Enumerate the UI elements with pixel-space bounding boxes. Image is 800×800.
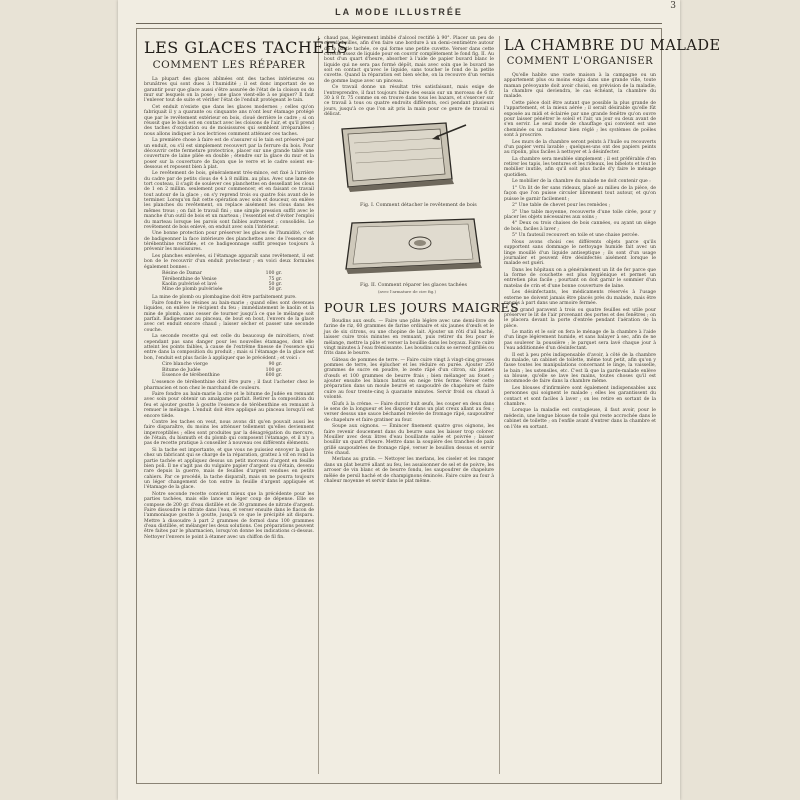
mirror-backing-illustration <box>324 121 494 199</box>
recipe-list-1 <box>162 271 314 292</box>
paragraph: La seconde recette qui est celle du beaucoup de miroitiers, n'est cependant pas sans danger pour les nouvelles étamages, dont elle atteint les points faibles, à cause de l'extrême finesse de l'essence qui entre dans la composition du produit ; mais si l'étamage de la glace est bon, l'enduit est plus facile à appliquer que le précédent ; et voici : <box>144 334 314 361</box>
recipe-item: Kaolin pulvérisé et lavé 50 gr. <box>162 281 282 287</box>
paragraph: Les désinfectants, les médicaments réservés à l'usage externe ne doivent jamais être placés près du malade, mais être rangés à part dans une armoire fermée. <box>504 290 656 306</box>
paragraph: Le revêtement de bois, généralement très-mince, est fixé à l'arrière du cadre par de petits clous de 4 à 8 millim. au plus. Avec une lame de tort couteau, il s'agit de soulever ces planchettes en dessellant les clous de 1 en 2 millim. seulement pour commencer, et en faisant ce travail tout autour de la glace ; on s'y reprend trois ou quatre fois avant de le terminer. Lorsqu'on fait cette opération avec soin et douceur, on enlève les planches du revêtement, on replace aisément les clous dans les mêmes trous ; on fait le travail fini ; une simple pression suffit avec le manche d'un outil de bois et un marteau ; l'essentiel est d'éviter l'emploi du marteau lorsque les parois sont faibles autrement ; consolidés. Le revêtement de bois enlevé, on enduit avec soin l'intérieur. <box>144 171 314 230</box>
page-number: 3 <box>670 1 676 11</box>
article-title-chambre: LA CHAMBRE DU MALADE <box>504 38 721 54</box>
paragraph: Faire fondre les résines au bain-marie ; quand elles sont devenues liquides, on enlève le récipient du feu ; immédiatement le kaolin et la mine de plomb, sans cesser de tourner jusqu'à ce que le mélange soit parfait. Badigeonner au pinceau, de bout en bout, l'envers de la glace avec cet enduit encore chaud ; laisser sécher et passer une seconde couche. <box>144 301 314 333</box>
paragraph: Cet enduit n'existe que dans les glaces modernes ; celles qu'on fabriquait il y a quarante ou cinquante ans n'ont leur étamage protégé que par le revêtement extérieur en bois, cloué derrière le cadre ; si on réussit que le bois est en contact avec les cloisons de l'air, et qu'il prend des taches d'oxydation ou de moisissures qui semblent irréparables ; nous allons indiquer à nos lectrices comment atténuer ces taches. <box>144 104 314 137</box>
article-subtitle-chambre: COMMENT L'ORGANISER <box>506 56 654 67</box>
paragraph: 5° Un fauteuil recouvert en toile et une chaise percée. <box>512 233 639 239</box>
recipe-item: Mine de plomb pulvérisée 50 gr. <box>162 287 282 293</box>
article-subtitle-glaces: COMMENT LES RÉPARER <box>152 59 306 71</box>
paragraph: Cette pièce doit être autant que possible la plus grande de l'appartement, et la mieux aérée ; il serait désirable qu'elle fût exposée au midi et éclairée par une grande fenêtre qu'on ouvre pour laisser pénétrer le soleil et l'air, un jour ou deux avant de s'en servir. Le seul mode de chauffage qui convient est une cheminée ou un radiateur bien réglé ; les systèmes de poêles sont à proscrire. <box>504 100 656 138</box>
paragraph: Boudins aux œufs. — Faire une pâte légère avec une demi-livre de farine de riz, 60 grammes de farine ordinaire et six jaunes d'œufs et le jus de six citrons, ou une chopine de lait. Ajouter un rôti d'ail haché, laisser cuire trois minutes en remuant, puis retirer du feu pour le mélange, mettre la pâte et verser la bouillie dans les boyaux. Faire cuire vingt minutes à l'eau frémissante. Les boudins cuits se servent grillés ou frits dans le beurre. <box>324 319 494 357</box>
paragraph: La plupart des glaces abîmées ont des taches intérieures ou brunâtres qui sont dues à l'humidité ; il est donc important de se garantir pour que glace aussi s'être assurée de l'état de la cloison ou du mur sur lesquels on la pose ; une glace vient-elle à se piquer? Il faut l'enlever tout de suite et vérifier l'état de l'enduit protégeant le tain. <box>144 77 314 104</box>
paragraph: La première chose à faire est de s'assurer si le tain est préservé par un enduit, ou s'il est simplement recouvert par la ferrure du bois. Pour découvrir cette fermeture protectrice, placer sur une grande table une couverture de laine pliée en double ; étendre sur la glace du mur et la poser sur la couverture de façon que le verre et le cadre soient en-dessous et reposent bien à plat. <box>144 138 314 170</box>
paragraph: La chambre sera meublée simplement ; il est préférable d'en retirer les tapis, les tentures et les rideaux, les bibelots et tout le mobilier inutile, afin qu'il soit plus facile d'y faire le ménage quotidien. <box>504 156 656 178</box>
paragraph: 4° Deux ou trois chaises de bois cannées, ou ayant un siège de bois, faciles à laver ; <box>504 221 656 232</box>
paragraph: Le mobilier de la chambre du malade ne doit contenir que : <box>512 179 651 185</box>
paragraph: Contre les taches on veut, nous avons dit qu'en pouvait aussi les faire disparaître, du moins les atténuer tellement qu'elles deviennent imperceptibles ; elles sont produites par la désagrégation du mercure, de l'étain, du bismuth et du plomb qui composent l'étamage, et il n'y a pas de recette pratique à conseiller à nouveau ces différents éléments. <box>144 420 314 447</box>
figure-1 <box>324 121 494 209</box>
recipe-list-2 <box>162 362 314 378</box>
paragraph: 3° Une table moyenne, recouverte d'une toile cirée, pour y placer les objets nécessaires aux soins ; <box>504 209 656 220</box>
paragraph: Le grand paravent à trois ou quatre feuilles est utile pour préserver le lit de l'air provenant des portes et des fenêtres ; on le placera devant la porte d'entrée pendant l'aération de la pièce. <box>504 307 656 329</box>
recipe-item: Cire blanche vierge 90 gr. <box>162 362 282 368</box>
recipe-item: Essence de térébenthine 600 gr. <box>162 372 282 378</box>
paragraph: Nous avons choisi ces différents objets parce qu'ils supportent sans dommage le nettoyage humide fait avec un linge mouillé d'un liquide antiseptique ; ils sont d'un usage journalier et peuvent être désinfectés aisément lorsque le malade est guéri. <box>504 239 656 267</box>
newspaper-page <box>118 0 721 800</box>
paragraph: Les planches enlevées, si l'étamage apparaît sans revêtement, il est bon de le recouvrir d'un enduit protecteur ; en voici deux formules également bonnes : <box>144 253 314 270</box>
recipe-item: Bitume de Judée 100 gr. <box>162 367 282 373</box>
paragraph: Le matin et le soir on fera le ménage de la chambre à l'aide d'un linge légèrement humide, et sans balayer à sec, afin de ne pas soulever la poussière ; le parquet sera lavé chaque jour à l'eau additionnée d'un désinfectant. <box>504 330 656 352</box>
column-divider-1 <box>318 36 319 774</box>
paragraph: Merlans au gratin. — Nettoyer les merlans, les ciseler et les ranger dans un plat beurré allant au feu, les assaisonner de sel et de poivre, les arroser de vin blanc et de beurre fondu, les saupoudrer de chapelure mêlée de persil haché et de champignons émincés. Faire cuire au four à chaleur moyenne et servir dans le plat même. <box>324 457 494 484</box>
figure-2-caption: Fig. II. Comment réparer les glaces tachées <box>360 282 467 288</box>
paragraph: Faire fondre au bain-marie la cire et le bitume de Judée en remuant avec soin pour obtenir un amalgame parfait. Retirer la composition du feu et ajouter goutte à goutte l'essence de térébenthine en remuant à remuer le mélange. L'enduit doit être appliqué au pinceau lorsqu'il est encore tiède. <box>144 392 314 419</box>
paragraph: Dans les hôpitaux on a généralement un lit de fer parce que la forme de couchette est plus hygiénique et permet un entretien plus facile ; pourtant on doit garnir le sommier d'un matelas de crin et d'une bonne couverture de laine. <box>504 267 656 289</box>
paragraph: Les blouses d'infirmière sont également indispensables aux personnes qui soignent le malade ; elles les garantissent du contact et sont faciles à laver ; on les retire en sortant de la chambre. <box>504 385 656 407</box>
paragraph: Il est à peu près indispensable d'avoir, à côté de la chambre du malade, un cabinet de toilette, même tout petit, afin qu'on y fasse toutes les manipulations concernant le linge, la vaisselle, le bain ; les ustensiles, etc. C'est là que la garde-malade enlève sa blouse, qu'elle se lave les mains, toutes choses qu'il est incommode de faire dans la chambre même. <box>504 352 656 385</box>
paragraph: chaud pas, légèrement imbibé d'alcool rectifié à 90°. Placer un peu de cire d'abeilles, afin d'en faire une bordure à un demi-centimètre autour de la partie tachée, ce qui forme une petite cuvette. Verser dans cette cuvette assez de liquide pour en couvrir complètement le fond fig. II. Au bout d'un quart d'heure, absorber à l'aide de papier buvard blanc le liquide qui ne sera pas formé dépôt, mais avec soin que le buvard ne soit en contact qu'avec le liquide, sans toucher le fond de la petite cuvette. Quand la réparation est bien sèche, on la recouvre d'un vernis de gomme laque avec un pinceau. <box>324 36 494 84</box>
paragraph: Gâteau de pommes de terre. — Faire cuire vingt à vingt-cinq grosses pommes de terre, les éplucher et les réduire en purée. Ajouter 250 grammes de sucre en poudre, le zeste râpé d'un citron, six jaunes d'œufs et 100 grammes de beurre frais ; bien mélanger au fouet ; ajouter ensuite les blancs battus en neige très ferme. Verser cette préparation dans un moule beurré et saupoudré de chapelure et faire cuire au four trente-cinq à quarante minutes. Servir froid ou chaud à volonté. <box>324 357 494 401</box>
paragraph: Une bonne protection pour préserver les glaces de l'humidité, c'est de badigeonner la face intérieure des planchettes avec de l'essence de térébenthine rectifiée, et ce badigeonnage suffit presque toujours à prévenir les moisissures. <box>144 231 314 253</box>
header-rule <box>136 23 662 24</box>
paragraph: La mine de plomb ou plombagine doit être parfaitement pure. <box>152 294 297 300</box>
column-middle <box>324 36 520 774</box>
column-glaces-tachees <box>144 36 349 774</box>
article-title-glaces: LES GLACES TACHÉES <box>144 38 349 57</box>
figure-2 <box>324 213 494 294</box>
running-header: LA MODE ILLUSTRÉE <box>335 7 463 17</box>
stained-mirror-illustration <box>324 213 494 279</box>
paragraph: Soupe aux oignons. — Émincer finement quatre gros oignons, les faire revenir doucement dans du beurre sans les laisser trop colorer. Mouiller avec deux litres d'eau bouillante salée et poivrée ; laisser bouillir un quart d'heure. Mettre dans la soupière des tranches de pain grillé saupoudrées de fromage râpé, verser le bouillon dessus et servir très chaud. <box>324 424 494 456</box>
paragraph: Les murs de la chambre seront peints à l'huile ou recouverts d'un papier verni lavable ; quelques-uns ont des papiers peints au ripolin, plus faciles à nettoyer et à désinfecter. <box>504 139 656 156</box>
paragraph: Qu'elle habite une vaste maison à la campagne ou un appartement plus ou moins exigu dans une grande ville, toute maman prévoyante doit avoir choisi, en prévision de la maladie, la chambre qui deviendra, le cas échéant, la chambre du malade. <box>504 73 656 100</box>
paragraph: Ce travail donne un résultat très satisfaisant, mais exige de l'entreprendre, il faut toujours faire des essais sur un morceau de 6 fr. 30 à 8 fr. 75 comme on en trouve dans tous les bazars, et s'exercer sur ce travail à tous ou quatre endroits différents, ceci pendant plusieurs jours, jusqu'à ce que l'on ait pris la main pour ce genre de travail si délicat. <box>324 85 494 117</box>
article-title-jours-maigres: POUR LES JOURS MAIGRES <box>324 300 520 316</box>
paragraph: 1° Un lit de fer sans rideaux, placé au milieu de la pièce, de façon que l'on puisse circuler librement tout autour, et qu'on puisse le garnir facilement ; <box>504 185 656 202</box>
paragraph: Si la tache est importante, et que vous ne puissiez envoyer la glace chez un fabricant qui se charge de la réparation, grattez à vif en rond la partie tachée et appliquez dessus un petit morceau d'argent en feuille bien poli. Il ne s'agit pas du vulgaire papier d'argent ou d'étain, devenu rare depuis la guerre, mais de feuilles d'argent vendues en petits cahiers. Par ce procédé, la tache disparaît, mais on ne pourra toujours un léger changement de ton entre la feuille d'argent appliquée et l'étamage de la glace. <box>144 447 314 491</box>
paragraph: 2° Une table de chevet pour les remèdes ; <box>512 203 611 209</box>
figure-2-subcaption: (avec l'armature de cire fig.) <box>378 288 437 294</box>
figure-1-caption: Fig. I. Comment détacher le revêtement de bois <box>360 203 477 209</box>
recipe-item: Térébenthine de Venise 75 gr. <box>162 276 282 282</box>
recipe-item: Résine de Damar 100 gr. <box>162 271 282 277</box>
paragraph: Lorsque la maladie est contagieuse, il faut avoir, pour le médecin, une longue blouse de toile qui reste accrochée dans le cabinet de toilette ; on l'enfile avant d'entrer dans la chambre et on l'ôte en sortant. <box>504 408 656 430</box>
paragraph: Notre seconde recette convient mieux que la précédente pour les parties tachées, mais elle lance un léger coup de dépense. Elle se compose de 200 gr. d'eau distillée et de 30 grammes de nitrate d'argent. Faire dissoudre le nitrate dans l'eau, et verser ensuite dans le flacon de l'ammoniaque goutte à goutte, jusqu'à ce que le précipité ait disparu. Mettre à dissoudre à part 2 grammes de formol dans 100 grammes d'eau distillée, et mélanger les deux solutions. Ces préparations peuvent être faites par le pharmacien, lorsqu'on donne les indications ci-dessus. Nettoyer l'envers le point à étamer avec un chiffon de fil fin. <box>144 491 314 540</box>
column-chambre-malade <box>504 36 721 774</box>
paragraph: Œufs à la crème. — Faire durcir huit œufs, les couper en deux dans le sens de la longueur et les disposer dans un plat creux allant au feu ; verser dessus une sauce béchamel relevée de fromage râpé, saupoudrer de chapelure et faire gratiner au four. <box>324 401 494 423</box>
column-divider-2 <box>499 36 500 774</box>
paragraph: L'essence de térébenthine doit être pure ; il faut l'acheter chez le pharmacien et non chez le marchand de couleurs. <box>144 380 314 391</box>
